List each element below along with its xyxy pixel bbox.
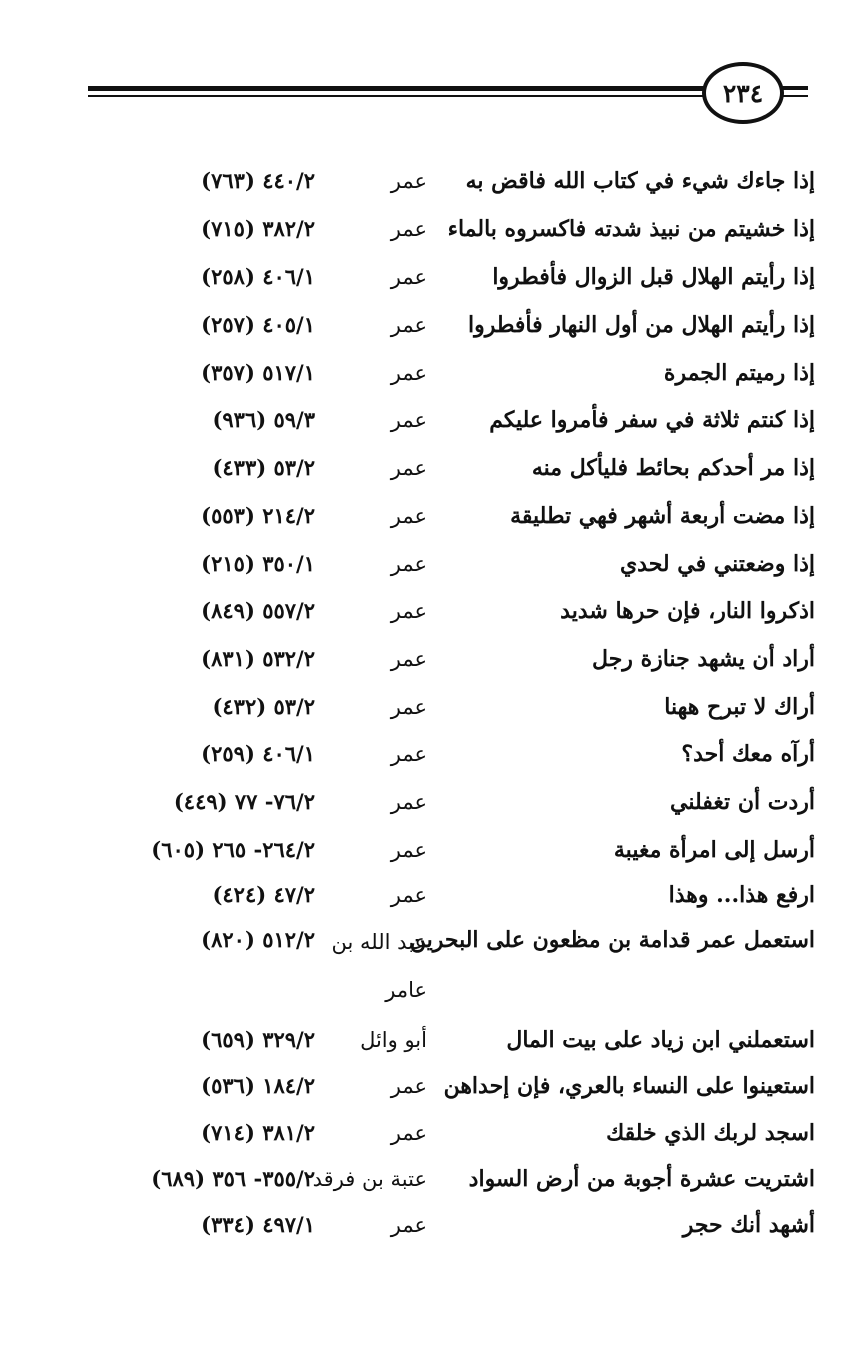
reference: ٣٢٩/٢ (٦٥٩) <box>201 1027 315 1052</box>
narrator: عتبة بن فرقد <box>312 1167 427 1191</box>
narrator: عمر <box>390 742 427 766</box>
hadith-text: إذا كنتم ثلاثة في سفر فأمروا عليكم <box>489 407 815 433</box>
reference: ٢١٤/٢ (٥٥٣) <box>201 503 315 528</box>
index-row <box>40 1064 815 1108</box>
reference: ٣٥٠/١ (٢١٥) <box>201 551 315 576</box>
narrator: عمر <box>390 647 427 671</box>
reference: ١٨٤/٢ (٥٣٦) <box>201 1073 315 1098</box>
index-row <box>40 1203 815 1247</box>
reference: ٥٣/٢ (٤٣٢) <box>212 694 315 719</box>
index-row <box>40 637 815 681</box>
narrator: عمر <box>390 552 427 576</box>
hadith-text: استعملني ابن زياد على بيت المال <box>506 1027 815 1053</box>
reference: ٤٩٧/١ (٣٣٤) <box>201 1212 315 1237</box>
index-row <box>40 1018 815 1062</box>
narrator: عمر <box>390 695 427 719</box>
narrator: عمر <box>390 838 427 862</box>
narrator: عمر <box>390 265 427 289</box>
index-row <box>40 873 815 917</box>
reference: ٣٥٥/٢- ٣٥٦ (٦٨٩) <box>151 1166 315 1191</box>
hadith-text: اسجد لربك الذي خلقك <box>606 1120 815 1146</box>
narrator: عمر <box>390 599 427 623</box>
reference: ٤٠٦/١ (٢٥٩) <box>201 741 315 766</box>
reference: ٣٨١/٢ (٧١٤) <box>201 1120 315 1145</box>
index-row <box>40 589 815 633</box>
narrator: عمر <box>390 504 427 528</box>
index-row <box>40 303 815 347</box>
index-row <box>40 494 815 538</box>
hadith-text: إذا رأيتم الهلال من أول النهار فأفطروا <box>467 312 815 338</box>
page-number: ٢٣٤ <box>722 78 764 108</box>
reference: ٥١٧/١ (٣٥٧) <box>201 360 315 385</box>
index-row <box>40 732 815 776</box>
reference: ٥٩/٣ (٩٣٦) <box>212 407 315 432</box>
narrator: عمر <box>390 790 427 814</box>
reference: ٥١٢/٢ (٨٢٠) <box>201 927 315 952</box>
index-row <box>40 159 815 203</box>
hadith-text: استعينوا على النساء بالعري، فإن إحداهن <box>443 1073 815 1099</box>
narrator: عمر <box>390 456 427 480</box>
hadith-text: أرآه معك أحد؟ <box>681 741 815 767</box>
hadith-text: استعمل عمر قدامة بن مظعون على البحرين <box>409 927 815 953</box>
hadith-text: أشهد أنك حجر <box>682 1212 815 1238</box>
reference: ٥٣/٢ (٤٣٣) <box>212 455 315 480</box>
narrator: عمر <box>390 408 427 432</box>
hadith-text: إذا مر أحدكم بحائط فليأكل منه <box>531 455 815 481</box>
index-row <box>40 1111 815 1155</box>
hadith-text: أرسل إلى امرأة مغيبة <box>613 837 815 863</box>
reference: ٧٦/٢- ٧٧ (٤٤٩) <box>173 789 315 814</box>
hadith-text: إذا رأيتم الهلال قبل الزوال فأفطروا <box>492 264 815 290</box>
hadith-text: أردت أن تغفلني <box>670 789 815 815</box>
hadith-text: إذا مضت أربعة أشهر فهي تطليقة <box>510 503 815 529</box>
reference: ٤٤٠/٢ (٧٦٣) <box>201 168 315 193</box>
hadith-text: إذا وضعتني في لحدي <box>619 551 815 577</box>
reference: ٤٧/٢ (٤٢٤) <box>212 882 315 907</box>
narrator: عمر <box>390 361 427 385</box>
narrator: عمر <box>390 1121 427 1145</box>
index-row <box>40 398 815 442</box>
reference: ٤٠٦/١ (٢٥٨) <box>201 264 315 289</box>
narrator: عمر <box>390 883 427 907</box>
index-row <box>40 780 815 824</box>
index-row <box>40 542 815 586</box>
narrator: عمر <box>390 217 427 241</box>
narrator: عبد الله بن عامر <box>331 930 427 1002</box>
index-row <box>40 918 815 1014</box>
index-row <box>40 351 815 395</box>
index-row <box>40 828 815 872</box>
narrator: عمر <box>390 1213 427 1237</box>
reference: ٢٦٤/٢- ٢٦٥ (٦٠٥) <box>151 837 315 862</box>
hadith-text: أراد أن يشهد جنازة رجل <box>592 646 815 672</box>
hadith-text: ارفع هذا... وهذا <box>668 882 815 908</box>
reference: ٥٣٢/٢ (٨٣١) <box>201 646 315 671</box>
index-row <box>40 446 815 490</box>
narrator: عمر <box>390 313 427 337</box>
index-row <box>40 207 815 251</box>
narrator: عمر <box>390 169 427 193</box>
index-row <box>40 685 815 729</box>
hadith-text: إذا رميتم الجمرة <box>663 360 815 386</box>
reference: ٥٥٧/٢ (٨٤٩) <box>201 598 315 623</box>
hadith-text: إذا خشيتم من نبيذ شدته فاكسروه بالماء <box>447 216 815 242</box>
hadith-text: أراك لا تبرح ههنا <box>664 694 815 720</box>
index-row <box>40 255 815 299</box>
narrator: أبو وائل <box>360 1028 427 1052</box>
index-row <box>40 1157 815 1201</box>
hadith-text: اشتريت عشرة أجوبة من أرض السواد <box>468 1166 815 1192</box>
reference: ٤٠٥/١ (٢٥٧) <box>201 312 315 337</box>
narrator: عمر <box>390 1074 427 1098</box>
reference: ٣٨٢/٢ (٧١٥) <box>201 216 315 241</box>
hadith-text: إذا جاءك شيء في كتاب الله فاقض به <box>465 168 815 194</box>
hadith-text: اذكروا النار، فإن حرها شديد <box>560 598 815 624</box>
